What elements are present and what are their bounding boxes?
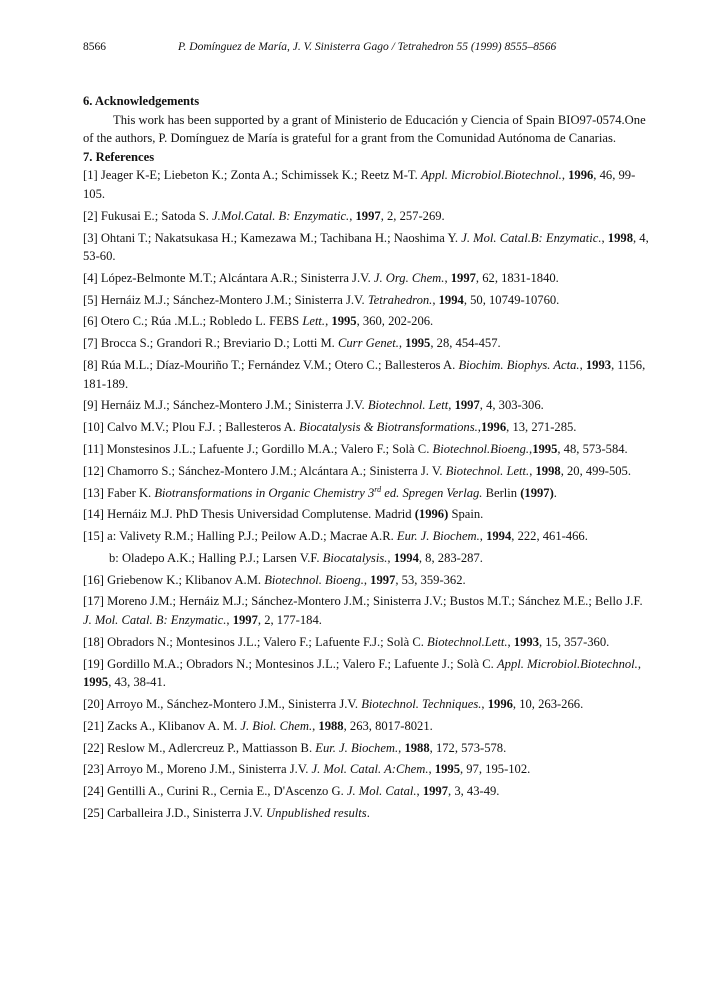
reference-item — [83, 717, 653, 736]
reference-post: , 50, 10749-10760. — [463, 292, 560, 307]
reference-item — [83, 760, 653, 779]
acknowledgements-heading: 6. Acknowledgements — [83, 94, 200, 108]
reference-pre: [3] Ohtani T.; Nakatsukasa H.; Kamezawa M.; Tachibana H.; Naoshima Y. — [83, 230, 462, 245]
reference-it: Biocatalysis & Biotransformations. — [299, 420, 478, 435]
reference-mid: , — [432, 292, 439, 307]
reference-item — [83, 549, 653, 568]
reference-item — [83, 484, 653, 503]
reference-mid: , — [507, 634, 514, 649]
reference-post: , 43, 38-41. — [108, 675, 166, 690]
reference-it: Biotechnol. Lett. — [445, 463, 530, 478]
references-heading: 7. References — [83, 149, 155, 164]
reference-pre: [6] Otero C.; Rúa .M.L.; Robledo L. FEBS — [83, 314, 303, 329]
reference-bold: 1998 — [607, 230, 633, 245]
reference-pre: [22] Reslow M., Adlercreuz P., Mattiasson B. — [83, 740, 316, 755]
reference-post: , 97, 195-102. — [459, 762, 531, 777]
reference-it: Biotechnol.Lett. — [427, 634, 508, 649]
reference-item — [83, 440, 653, 459]
reference-pre: [14] Hernáiz M.J. PhD Thesis Universidad Complutense. Madrid — [83, 507, 415, 522]
reference-mid: , — [349, 208, 356, 223]
reference-post: Spain. — [448, 507, 484, 522]
reference-it: Tetrahedron. — [367, 292, 433, 307]
reference-post: , 20, 499-505. — [560, 463, 631, 478]
reference-item — [83, 695, 653, 714]
reference-post: , 13, 271-285. — [506, 420, 577, 435]
reference-item — [83, 633, 653, 652]
reference-post: , 10, 263-266. — [512, 696, 584, 711]
reference-it: Appl. Microbiol.Biotechnol. — [420, 168, 562, 183]
reference-bold: 1996 — [480, 420, 507, 435]
reference-mid: , — [529, 441, 533, 456]
reference-pre: [16] Griebenow K.; Klibanov A.M. — [83, 572, 265, 587]
reference-it: Curr Genet. — [337, 336, 399, 351]
reference-it: Biotechnol. Techniques. — [361, 696, 482, 711]
reference-mid: , — [529, 463, 536, 478]
reference-pre: [13] Faber K. — [83, 485, 155, 500]
reference-pre: [2] Fukusai E.; Satoda S. — [83, 208, 213, 223]
reference-post: , 360, 202-206. — [356, 314, 434, 329]
reference-pre: [20] Arroyo M., Sánchez-Montero J.M., Sinisterra J.V. — [83, 696, 362, 711]
reference-it: Biotechnol.Bioeng. — [432, 441, 530, 456]
reference-post: , 2, 177-184. — [257, 613, 322, 628]
reference-post: , 4, 303-306. — [479, 398, 544, 413]
reference-bold: 1994 — [486, 529, 512, 544]
page-number: 8566 — [83, 41, 106, 53]
reference-mid: , — [579, 358, 586, 373]
reference-it: J. Mol. Catal. A:Chem. — [311, 762, 429, 777]
reference-bold: 1995 — [434, 762, 460, 777]
reference-post: , 48, 573-584. — [557, 441, 628, 456]
reference-bold: 1995 — [405, 336, 431, 351]
reference-mid: , — [398, 740, 405, 755]
reference-it: Unpublished results — [266, 805, 367, 820]
reference-pre: [23] Arroyo M., Moreno J.M., Sinisterra J.V. — [83, 762, 312, 777]
reference-mid: , — [448, 398, 455, 413]
reference-bold: 1995 — [83, 675, 109, 690]
reference-mid: , — [226, 613, 233, 628]
running-title: P. Domínguez de María, J. V. Sinisterra Gago / Tetrahedron 55 (1999) 8555–8566 — [178, 41, 557, 53]
reference-list — [83, 166, 653, 822]
reference-mid: , — [428, 762, 435, 777]
reference-bold: 1997 — [422, 784, 449, 799]
reference-pre: [17] Moreno J.M.; Hernáiz M.J.; Sánchez-Montero J.M.; Sinisterra J.V.; Bustos M.T.; Sánchez M.E.; Bello J.F. — [83, 594, 643, 609]
reference-item — [83, 592, 653, 629]
reference-item — [83, 166, 653, 203]
reference-bold: 1995 — [331, 314, 357, 329]
reference-it: Eur. J. Biochem. — [315, 740, 399, 755]
reference-it: J. Mol. Catal. B: Enzymatic. — [83, 613, 227, 628]
reference-pre: [25] Carballeira J.D., Sinisterra J.V. — [83, 805, 267, 820]
reference-post: , 46, 99-105. — [83, 168, 636, 201]
reference-post: , 2, 257-269. — [380, 208, 445, 223]
reference-pre: [1] Jeager K-E; Liebeton K.; Zonta A.; Schimissek K.; Reetz M-T. — [83, 168, 421, 183]
reference-mid: , — [477, 420, 481, 435]
reference-bold: 1996 — [487, 696, 513, 711]
reference-it: J.Mol.Catal. B: Enzymatic. — [212, 208, 350, 223]
reference-pre: [24] Gentilli A., Curini R., Cernia E., D'Ascenzo G. — [83, 784, 347, 799]
reference-item — [83, 418, 653, 437]
reference-pre: [10] Calvo M.V.; Plou F.J. ; Ballesteros A. — [83, 420, 300, 435]
reference-post: , 222, 461-466. — [511, 529, 588, 544]
reference-it: J. Mol. Catal. — [346, 784, 417, 799]
reference-mid: , — [325, 314, 332, 329]
reference-mid: Berlin — [482, 485, 521, 500]
reference-mid: , — [637, 656, 641, 671]
reference-bold: 1995 — [532, 441, 558, 456]
reference-post: , 263, 8017-8021. — [343, 718, 433, 733]
reference-sup: rd — [374, 484, 382, 494]
reference-item — [83, 571, 653, 590]
reference-bold: 1997 — [450, 270, 476, 285]
reference-mid: , — [481, 696, 488, 711]
reference-pre: [4] López-Belmonte M.T.; Alcántara A.R.; Sinisterra J.V. — [83, 270, 374, 285]
reference-bold: 1988 — [404, 740, 430, 755]
reference-pre: [19] Gordillo M.A.; Obradors N.; Montesinos J.L.; Valero F.; Lafuente J.; Solà C. — [83, 656, 497, 671]
reference-post: . — [553, 485, 557, 500]
reference-post: , 62, 1831-1840. — [475, 270, 559, 285]
reference-pre: [18] Obradors N.; Montesinos J.L.; Valero F.; Lafuente F.J.; Solà C. — [83, 634, 428, 649]
reference-pre: [12] Chamorro S.; Sánchez-Montero J.M.; Alcántara A.; Sinisterra J. V. — [83, 463, 446, 478]
reference-post: , 4, 53-60. — [83, 230, 649, 264]
reference-bold: 1994 — [438, 292, 464, 307]
reference-item — [83, 804, 653, 823]
reference-item — [83, 739, 653, 758]
reference-item — [83, 527, 653, 546]
reference-bold: (1996) — [414, 507, 449, 522]
reference-bold: 1997 — [355, 208, 381, 223]
reference-pre: [7] Brocca S.; Grandori R.; Breviario D.; Lotti M. — [83, 336, 338, 351]
reference-it: J. Mol. Catal.B: Enzymatic. — [461, 230, 602, 245]
reference-item — [83, 334, 653, 353]
reference-post: . — [366, 805, 370, 820]
reference-it: J. Biol. Chem. — [240, 718, 313, 733]
reference-mid: , — [387, 550, 394, 565]
reference-it: Biotechnol. Bioeng. — [264, 572, 364, 587]
acknowledgements-line-2: of the authors, P. Domínguez de María is grateful for a grant from the Comunidad Autónoma de Canarias. — [83, 131, 617, 146]
reference-pre: [21] Zacks A., Klibanov A. M. — [83, 718, 241, 733]
reference-pre: [9] Hernáiz M.J.; Sánchez-Montero J.M.; Sinisterra J.V. — [83, 398, 368, 413]
reference-mid: , — [601, 230, 608, 245]
reference-bold: 1998 — [535, 463, 561, 478]
reference-it: J. Org. Chem. — [373, 270, 445, 285]
reference-item — [83, 655, 653, 692]
reference-pre: [15] a: Valivety R.M.; Halling P.J.; Peilow A.D.; Macrae A.R. — [83, 529, 397, 544]
reference-it: Biotechnol. Lett — [367, 398, 449, 413]
reference-mid: , — [398, 336, 406, 351]
reference-bold: (1997) — [520, 485, 554, 500]
reference-it: Biochim. Biophys. Acta. — [458, 358, 580, 373]
reference-mid: , — [444, 270, 451, 285]
reference-pre: [11] Monstesinos J.L.; Lafuente J.; Gordillo M.A.; Valero F.; Solà C. — [83, 441, 433, 456]
reference-mid: , — [416, 784, 423, 799]
reference-it: Lett. — [302, 314, 326, 329]
reference-it: Biocatalysis. — [322, 550, 388, 565]
reference-bold: 1988 — [318, 718, 344, 733]
page-body — [83, 92, 653, 826]
reference-bold: 1997 — [370, 572, 396, 587]
reference-item — [83, 207, 653, 226]
reference-item — [83, 396, 653, 415]
reference-item — [83, 782, 653, 801]
reference-post: , 3, 43-49. — [448, 784, 500, 799]
reference-mid: , — [561, 168, 569, 183]
reference-bold: 1997 — [454, 398, 480, 413]
reference-item — [83, 312, 653, 331]
reference-post: , 15, 357-360. — [538, 634, 610, 649]
reference-pre: b: Oladepo A.K.; Halling P.J.; Larsen V.F. — [109, 550, 323, 565]
reference-mid: , — [312, 718, 319, 733]
acknowledgements-line-1: This work has been supported by a grant of Ministerio de Educación y Ciencia of Spain BIO97-0574.One — [113, 112, 646, 127]
reference-bold: 1994 — [393, 550, 419, 565]
reference-bold: 1993 — [585, 358, 612, 373]
reference-bold: 1993 — [513, 634, 539, 649]
reference-item — [83, 229, 653, 266]
reference-it: Eur. J. Biochem. — [396, 529, 480, 544]
reference-post: , 172, 573-578. — [429, 740, 507, 755]
reference-item — [83, 505, 653, 524]
reference-it: Biotransformations in Organic Chemistry 3 — [154, 485, 375, 500]
reference-item — [83, 291, 653, 310]
reference-pre: [5] Hernáiz M.J.; Sánchez-Montero J.M.; Sinisterra J.V. — [83, 292, 368, 307]
reference-post: , 8, 283-287. — [418, 550, 483, 565]
reference-post: , 28, 454-457. — [430, 336, 501, 351]
reference-bold: 1996 — [568, 168, 594, 183]
reference-it2: ed. Spregen Verlag. — [381, 485, 483, 500]
reference-mid: , — [363, 572, 371, 587]
reference-it: Appl. Microbiol.Biotechnol. — [496, 656, 638, 671]
reference-mid: , — [479, 529, 487, 544]
reference-post: , 1156, 181-189. — [83, 358, 646, 391]
reference-item — [83, 269, 653, 288]
reference-pre: [8] Rúa M.L.; Díaz-Mouriño T.; Fernández V.M.; Otero C.; Ballesteros A. — [83, 358, 459, 373]
reference-item — [83, 462, 653, 481]
reference-post: , 53, 359-362. — [395, 572, 466, 587]
reference-bold: 1997 — [232, 613, 258, 628]
reference-item — [83, 356, 653, 393]
